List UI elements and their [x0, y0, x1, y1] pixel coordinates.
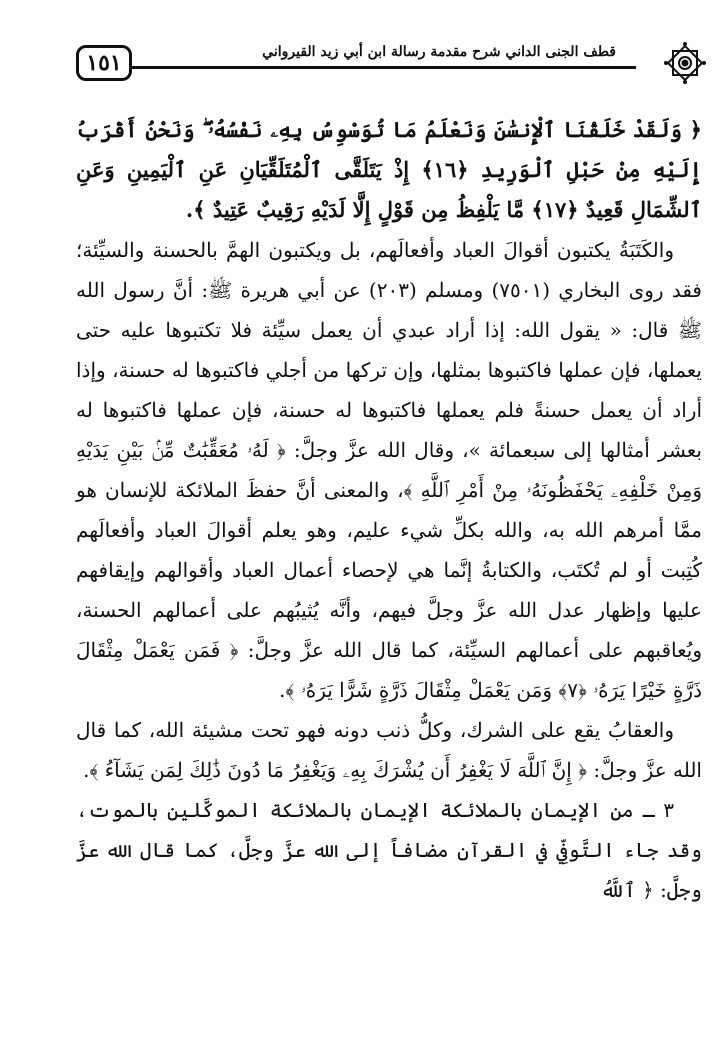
running-title: قطف الجنى الداني شرح مقدمة رسالة ابن أبي زيد القيرواني	[258, 44, 620, 60]
page-header	[76, 40, 708, 86]
page-number: ١٥١	[76, 45, 132, 81]
body-paragraph-point-3: ٣ ـ من الإيمان بالملائكة الإيمان بالملائكة الموكَّلين بالموت، وقد جاء التَّوفِّي في القرآن مضافاً إلى الله عزَّ وجلَّ، كما قال الله عزَّ وجلَّ: ﴿ ٱللَّهُ	[76, 798, 702, 902]
page-body	[76, 110, 702, 910]
eight-point-star-icon	[662, 40, 708, 86]
body-paragraph-punishment: والعقابُ يقع على الشرك، وكلُّ ذنب دونه فهو تحت مشيئة الله، كما قال الله عزَّ وجلَّ: ﴿ إِنَّ ٱللَّهَ لَا يَغْفِرُ أَن يُشْرَكَ بِهِۦ وَيَغْفِرُ مَا دُونَ ذَٰلِكَ لِمَن يَشَآءُ ﴾.	[76, 718, 702, 782]
header-rule	[132, 66, 636, 69]
body-paragraph-scribes: والكَتَبَةُ يكتبون أقوالَ العباد وأفعالَهم، بل ويكتبون الهمَّ بالحسنة والسيِّئة؛ فقد روى البخاري (٧٥٠١) ومسلم (٢٠٣) عن أبي هريرة ﷺ: أنَّ رسول الله ﷺ قال: « يقول الله: إذا أراد عبدي أن يعمل سيِّئة فلا تكتبوها عليه حتى يعملها، فإن عملها فاكتبوها بمثلها، وإن تركها من أجلي فاكتبوها له حسنة، وإذا أراد أن يعمل حسنةً فلم يعملها فاكتبوها له حسنة، فإن عملها فاكتبوها له بعشر أمثالها إلى سبعمائة »، وقال الله عزَّ وجلَّ: ﴿ لَهُۥ مُعَقِّبَٰتٌ مِّنۢ بَيْنِ يَدَيْهِ وَمِنْ خَلْفِهِۦ يَحْفَظُونَهُۥ مِنْ أَمْرِ ٱللَّهِ ﴾، والمعنى أنَّ حفظَ الملائكة للإنسان هو ممَّا أمرهم الله به، والله بكلِّ شيء عليم، وهو يعلم أقوالَ العباد وأفعالَهم كُتِبت أو لم تُكتَب، والكتابةُ إنَّما هي لإحصاء أعمال العباد وأقوالهم وإيقافهم عليها وإظهار عدل الله عزَّ وجلَّ فيهم، وأنَّه يُثيبُهم على أعمالهم الحسنة، ويُعاقبهم على أعمالهم السيِّئة، كما قال الله عزَّ وجلَّ: ﴿ فَمَن يَعْمَلْ مِثْقَالَ ذَرَّةٍ خَيْرًا يَرَهُۥ ﴿٧﴾ وَمَن يَعْمَلْ مِثْقَالَ ذَرَّةٍ شَرًّا يَرَهُۥ ﴾.	[76, 238, 703, 702]
quran-verse-qaf: ﴿ وَلَقَدْ خَلَقْنَا ٱلْإِنسَٰنَ وَنَعْلَمُ مَا تُوَسْوِسُ بِهِۦ نَفْسُهُۥ ۖ وَنَحْنُ أَقْرَبُ إِلَيْهِ مِنْ حَبْلِ ٱلْوَرِيدِ ﴿١٦﴾ إِذْ يَتَلَقَّى ٱلْمُتَلَقِّيَانِ عَنِ ٱلْيَمِينِ وَعَنِ ٱلشِّمَالِ قَعِيدٌ ﴿١٧﴾ مَّا يَلْفِظُ مِن قَوْلٍ إِلَّا لَدَيْهِ رَقِيبٌ عَتِيدٌ ﴾.	[76, 117, 702, 222]
